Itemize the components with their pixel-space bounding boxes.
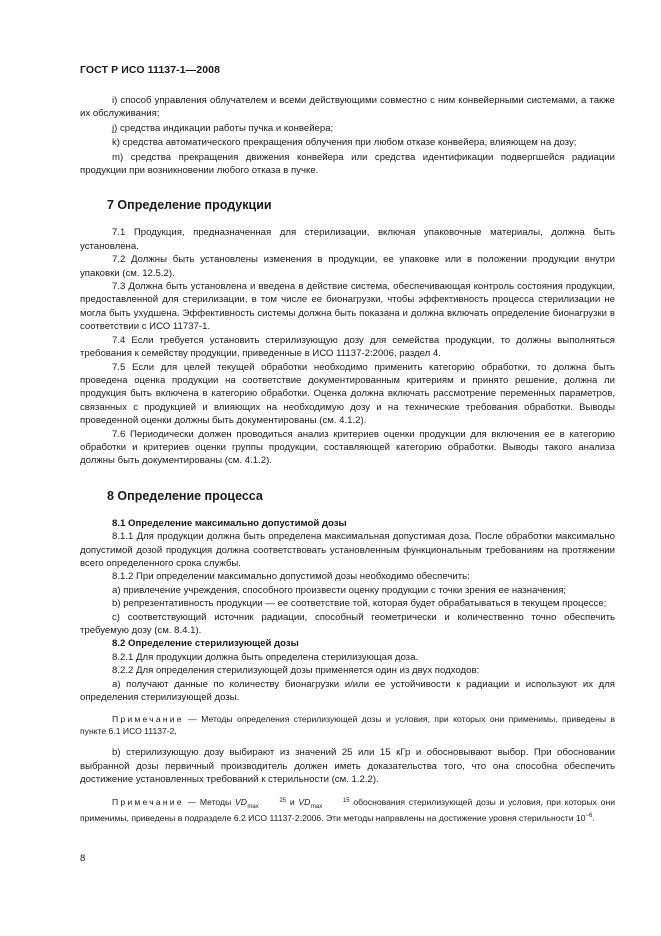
paragraph: 8.2.1 Для продукции должна быть определена стерилизующая доза. — [112, 651, 419, 663]
list-item: m) средства прекращения движения конвейера или средства идентификации подвергшейся радиации продукции при возникновении любого отказа в пучке. — [80, 151, 615, 177]
paragraph: a) получают данные по количеству бионагрузки и/или ее устойчивости к радиации и используют их для определения стерилизующей дозы. — [80, 678, 615, 704]
vd-sub: max — [247, 803, 259, 810]
note-label: Примечание — [112, 796, 184, 807]
paragraph: 7.1 Продукция, предназначенная для стерилизации, включая упаковочные материалы, должна быть установлена. — [80, 227, 615, 252]
vd-sup: 15 — [342, 797, 350, 804]
paragraph: 7.2 Должны быть установлены изменения в продукции, ее упаковке или в положении продукции внутри упаковки (см. 12.5.2). — [80, 254, 615, 279]
vd-symbol: VD — [298, 796, 311, 807]
vd-indices — [311, 798, 350, 810]
page-number: 8 — [80, 853, 86, 864]
paragraph: 7.4 Если требуется установить стерилизующую дозу для семейства продукции, то должны выполняться требования к семейству продукции, приведенные в ИСО 11137-2:2006, раздел 4. — [80, 334, 615, 360]
paragraph: b) репрезентативность продукции — ее соответствие той, которая будет обрабатываться в текущем процессе; — [112, 598, 607, 610]
paragraph: c) соответствующий источник радиации, способный геометрически и количественно точно обеспечить требуемую дозу (см. 8.4.1). — [80, 611, 615, 636]
paragraph: 7.3 Должна быть установлена и введена в действие система, обеспечивающая контроль состояния продукции, предоставленной для стерилизации, в том числе ее бионагрузки, чтобы эффективность процесса стерилизации не могла быть ухудшена. Эффективность системы должна быть показана и должна включать определение бионагрузки в соответствии с ИСО 11737-1. — [80, 281, 615, 333]
paragraph: 8.1.2 При определении максимально допустимой дозы необходимо обеспечить: — [112, 571, 470, 583]
note-text-a: — Методы — [187, 796, 232, 807]
note-and: и — [289, 796, 295, 807]
note-label: Примечание — [112, 714, 184, 725]
document-header: ГОСТ Р ИСО 11137-1—2008 — [80, 64, 221, 76]
subsection-8-1-heading: 8.1 Определение максимально допустимой дозы — [112, 517, 347, 529]
note-2 — [80, 796, 615, 824]
subsection-8-2-heading: 8.2 Определение стерилизующей дозы — [112, 638, 299, 650]
list-item: i) способ управления облучателем и всеми действующими совместно с ним конвейерными системами, а также их обслуживания; — [80, 95, 615, 120]
exponent: −6 — [585, 812, 593, 819]
section-7-body — [80, 226, 615, 467]
list-item: j) средства индикации работы пучка и конвейера; — [112, 122, 334, 134]
paragraph: 8.2.2 Для определения стерилизующей дозы применяется один из двух подходов: — [112, 665, 480, 677]
list-item: k) средства автоматического прекращения облучения при любом отказе конвейера, влияющем на дозу; — [112, 137, 577, 149]
note-text-b: обоснования стерилизующей дозы и условия, при которых они применимы, приведены в подразделе 6.2 ИСО 11137-2:2006. Эти методы направлены на достижение уровня стерильности 10 — [80, 796, 616, 823]
section-8-heading: 8 Определение процесса — [107, 488, 263, 503]
note-end: . — [592, 812, 595, 823]
vd-indices — [247, 798, 286, 810]
intro-items — [80, 94, 615, 177]
vd-symbol: VD — [234, 796, 247, 807]
paragraph: a) привлечение учреждения, способного произвести оценку продукции с точки зрения ее назначения; — [112, 584, 567, 596]
vd-sub: max — [310, 803, 323, 810]
document-page — [80, 64, 615, 833]
section-7-heading: 7 Определение продукции — [107, 198, 272, 213]
vd-sup: 25 — [279, 797, 287, 804]
paragraph: 7.5 Если для целей текущей обработки необходимо применить категорию обработки, то должна быть проведена оценка продукции на соответствие документированным критериям и принято решение, должна ли продукция быть включена в категорию обработки. Оценка должна включать рассмотрение переменных параметров, связанных с продукцией и влияющих на необходимую дозу и на технические требования обработки. Выводы проведенной оценки должны быть документированы (см. 4.1.2). — [80, 361, 615, 427]
note-1 — [80, 713, 615, 737]
note-text: — Методы определения стерилизующей дозы и условия, при которых они применимы, приведены в пункте 6.1 ИСО 11137-2, — [80, 714, 616, 737]
section-8-body — [80, 517, 615, 824]
paragraph: 7.6 Периодически должен проводиться анализ критериев оценки продукции для включения ее в категорию обработки и критериев оценки группы продукции, составляющей категорию обработки. Выводы такого анализа должны быть документированы (см. 4.1.2). — [80, 428, 615, 467]
paragraph: 8.1.1 Для продукции должна быть определена максимальная допустимая доза. После обработки максимально допустимой дозой продукция должна соответствовать установленным функциональным требованиям на протяжении всего определенного срока службы. — [80, 531, 615, 569]
paragraph: b) стерилизующую дозу выбирают из значений 25 или 15 кГр и обосновывают выбор. При обосновании выбранной дозы первичный производитель должен иметь доказательства того, что она способна обеспечить достижение установленных требований к стерильности (см. 1.2.2). — [80, 747, 615, 786]
